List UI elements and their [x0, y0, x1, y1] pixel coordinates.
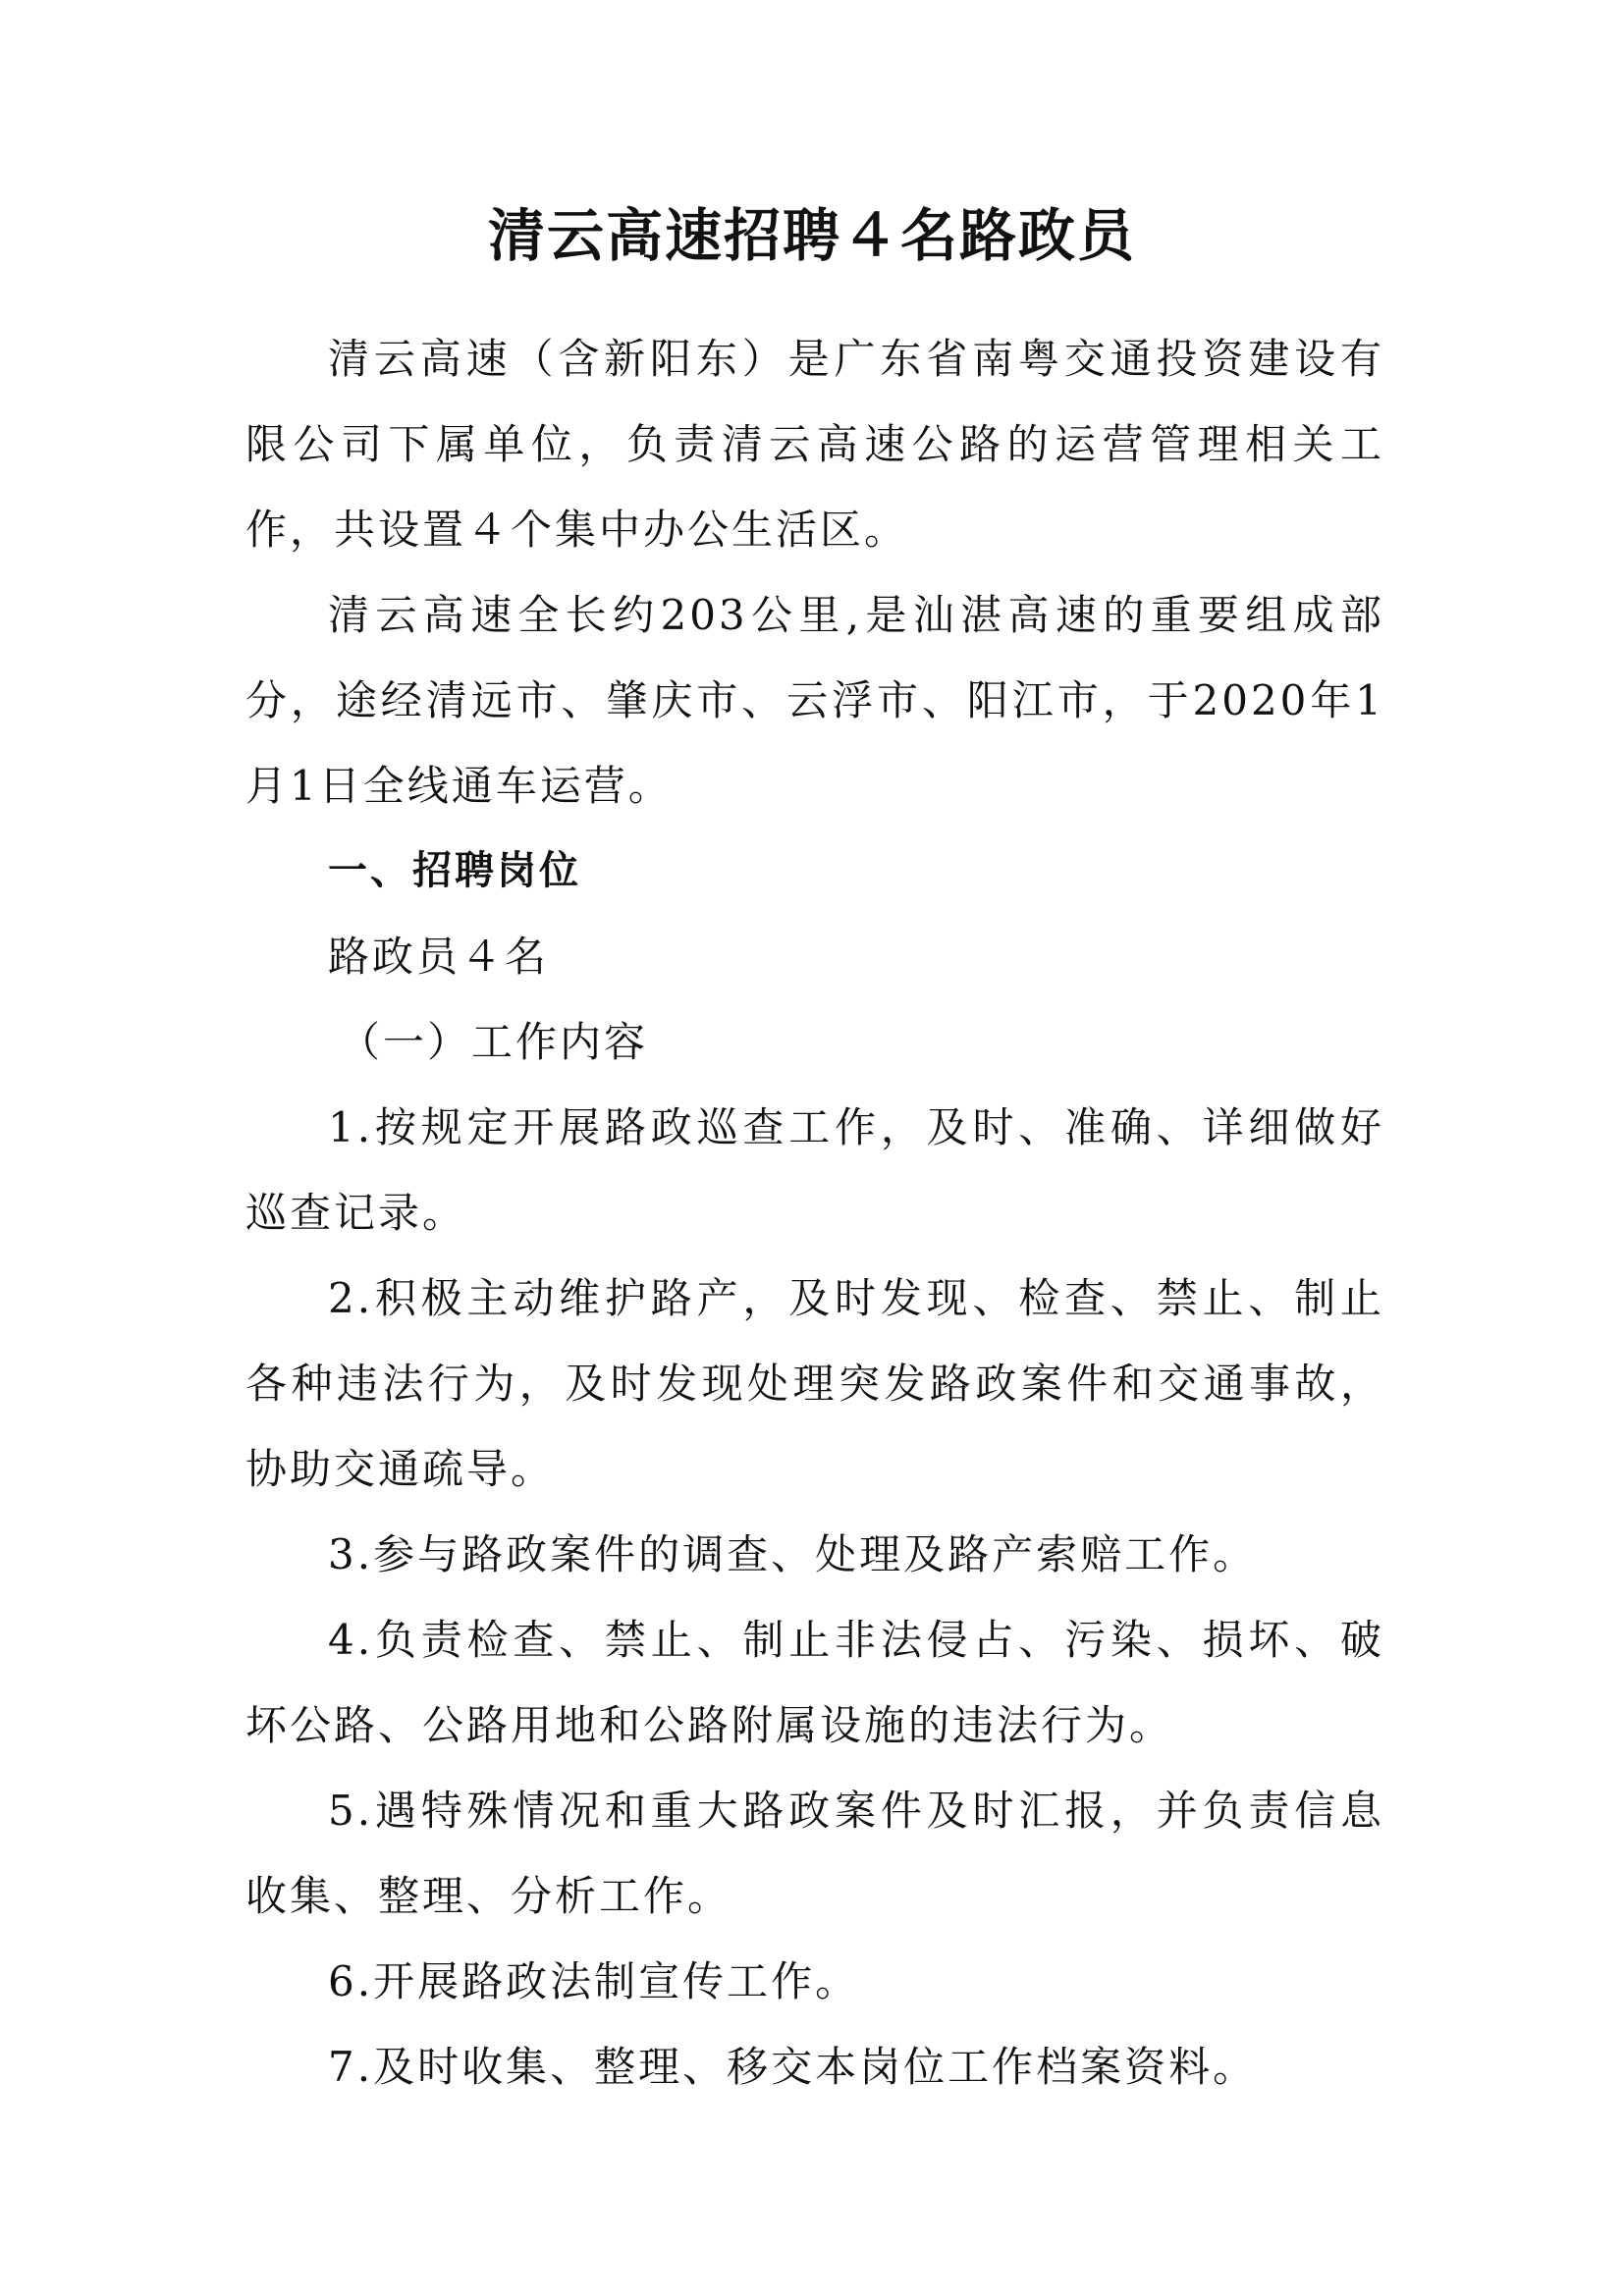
subsection-heading-duties: （一）工作内容	[339, 1018, 649, 1066]
duty-item-3: 3.参与路政案件的调查、处理及路产索赔工作。	[328, 1530, 1258, 1578]
intro-paragraph-2: 清云高速全长约203公里,是汕湛高速的重要组成部分，途经清远市、肇庆市、云浮市、阳江市，于2020年1月1日全线通车运营。	[245, 591, 1384, 810]
duty-item-7: 7.及时收集、整理、移交本岗位工作档案资料。	[328, 2043, 1258, 2091]
duty-item-4: 4.负责检查、禁止、制止非法侵占、污染、损坏、破坏公路、公路用地和公路附属设施的违法行为。	[245, 1616, 1384, 1749]
document-body	[245, 316, 1384, 2109]
duty-item-2: 2.积极主动维护路产，及时发现、检查、禁止、制止各种违法行为，及时发现处理突发路政案件和交通事故，协助交通疏导。	[245, 1274, 1384, 1493]
duty-item-6: 6.开展路政法制宣传工作。	[328, 1957, 860, 2005]
document-title: 清云高速招聘４名路政员	[487, 202, 1136, 269]
duty-item-1: 1.按规定开展路政巡查工作，及时、准确、详细做好巡查记录。	[245, 1103, 1384, 1237]
intro-paragraph-1: 清云高速（含新阳东）是广东省南粤交通投资建设有限公司下属单位，负责清云高速公路的运营管理相关工作，共设置４个集中办公生活区。	[245, 335, 1384, 554]
section-heading-positions: 一、招聘岗位	[328, 848, 581, 893]
duty-item-5: 5.遇特殊情况和重大路政案件及时汇报，并负责信息收集、整理、分析工作。	[245, 1787, 1384, 1920]
position-line: 路政员４名	[328, 933, 550, 981]
